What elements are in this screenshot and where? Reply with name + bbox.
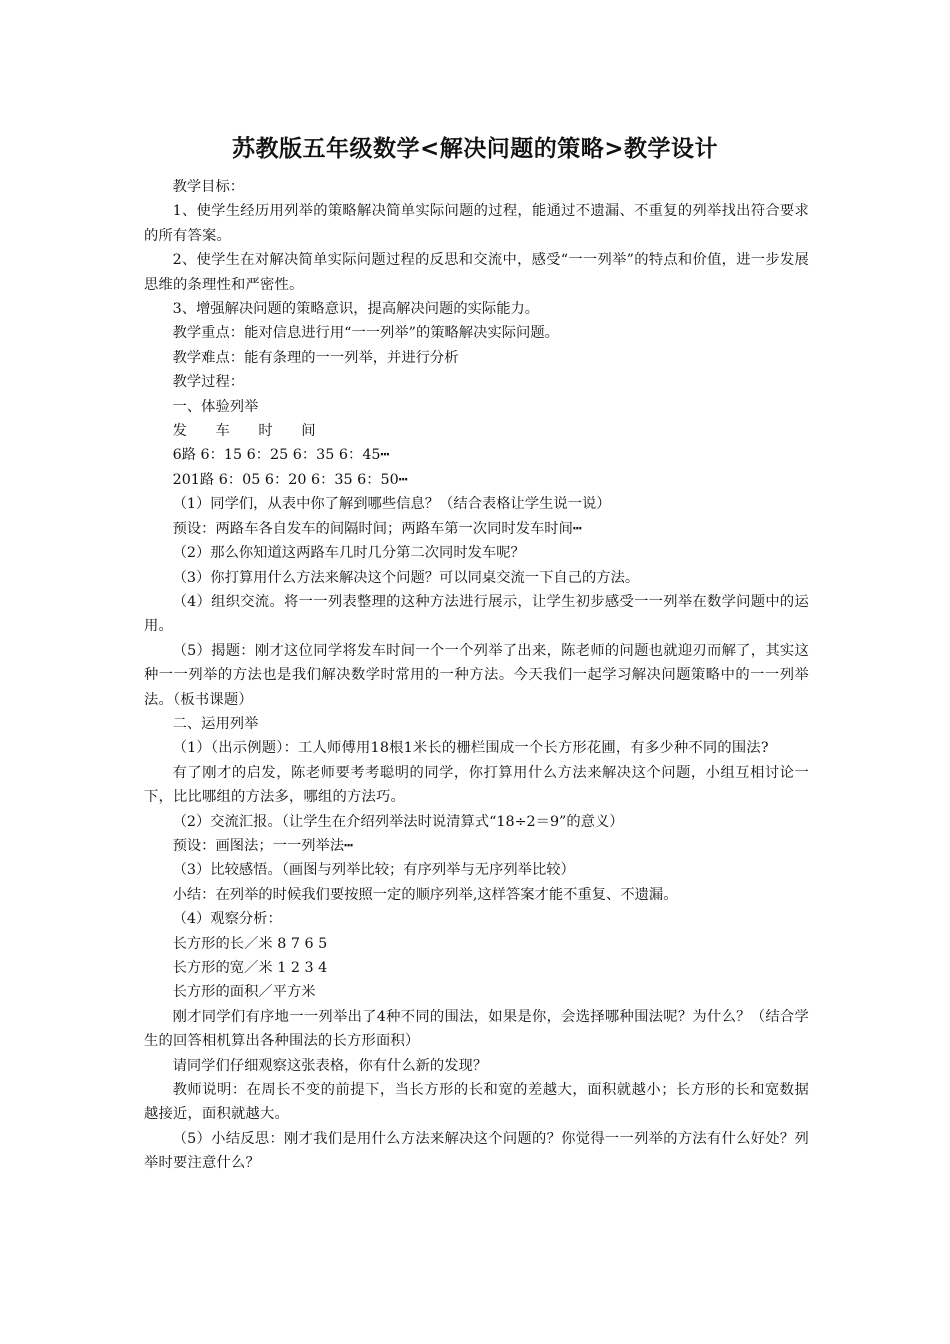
paragraph: （4）观察分析：	[172, 911, 282, 928]
section-heading: 二、运用列举	[172, 715, 259, 732]
paragraph: （1）同学们，从表中你了解到哪些信息？（结合表格让学生说一说）	[172, 496, 611, 513]
paragraph: （2）那么你知道这两路车几时几分第二次同时发车呢？	[172, 545, 525, 562]
paragraph: 有了刚才的启发，陈老师要考考聪明的同学，你打算用什么方法来解决这个问题，小组互相讨论一下，比比哪组的方法多，哪组的方法巧。	[144, 764, 809, 806]
schedule-row: 201路 6：05 6：20 6：35 6：50┅	[172, 471, 408, 488]
paragraph: 教学目标：	[172, 179, 245, 195]
paragraph: （5）揭题：刚才这位同学将发车时间一个一个列举了出来，陈老师的问题也就迎刃而解了，其实这种一一列举的方法也是我们解决数学时常用的一种方法。今天我们一起学习解决问题策略中的一一列举法。（板书课题）	[144, 642, 809, 708]
paragraph: （2）交流汇报。（让学生在介绍列举法时说清算式“18÷2＝9”的意义）	[172, 813, 624, 830]
paragraph: 1、使学生经历用列举的策略解决简单实际问题的过程，能通过不遗漏、不重复的列举找出符合要求的所有答案。	[144, 203, 809, 244]
schedule-row: 6路 6：15 6：25 6：35 6：45┅	[172, 447, 390, 464]
paragraph: 教学难点：能有条理的一一列举，并进行分析	[172, 349, 459, 366]
document-title: 苏教版五年级数学<解决问题的策略>教学设计	[231, 136, 719, 162]
table-row: 长方形的宽／米 1 2 3 4	[172, 960, 328, 976]
paragraph: （1）（出示例题）：工人师傅用18根1米长的栅栏围成一个长方形花圃，有多少种不同的围法?	[172, 740, 769, 757]
paragraph: 小结：在列举的时候我们要按照一定的顺序列举,这样答案才能不重复、不遗漏。	[172, 886, 678, 903]
schedule-header: 发 车 时 间	[172, 423, 316, 440]
section-heading: 一、体验列举	[172, 398, 259, 415]
paragraph: 2、使学生在对解决简单实际问题过程的反思和交流中，感受“一一列举”的特点和价值，进一步发展思维的条理性和严密性。	[144, 252, 809, 293]
paragraph: （3）比较感悟。（画图与列举比较；有序列举与无序列举比较）	[172, 862, 575, 879]
paragraph: 教师说明：在周长不变的前提下，当长方形的长和宽的差越大，面积就越小；长方形的长和宽数据越接近，面积就越大。	[144, 1082, 809, 1123]
paragraph: 预设：画图法；一一列举法┅	[172, 837, 353, 854]
paragraph: 刚才同学们有序地一一列举出了4种不同的围法，如果是你，会选择哪种围法呢？为什么？（结合学生的回答相机算出各种围法的长方形面积）	[144, 1008, 809, 1050]
paragraph: （4）组织交流。将一一列表整理的这种方法进行展示，让学生初步感受一一列举在数学问题中的运用。	[144, 593, 809, 635]
paragraph: （5）小结反思：刚才我们是用什么方法来解决这个问题的？你觉得一一列举的方法有什么好处？列举时要注意什么？	[144, 1130, 809, 1172]
paragraph: 预设：两路车各自发车的间隔时间；两路车第一次同时发车时间┅	[172, 520, 582, 537]
paragraph: （3）你打算用什么方法来解决这个问题？可以同桌交流一下自己的方法。	[172, 569, 640, 586]
table-row: 长方形的面积／平方米	[172, 984, 316, 1001]
paragraph: 教学过程：	[172, 374, 245, 391]
paragraph: 请同学们仔细观察这张表格，你有什么新的发现？	[172, 1057, 488, 1074]
paragraph: 教学重点：能对信息进行用“一一列举”的策略解决实际问题。	[172, 325, 559, 342]
document-body	[144, 175, 809, 1176]
table-row: 长方形的长／米 8 7 6 5	[172, 935, 328, 952]
paragraph: 3、增强解决问题的策略意识，提高解决问题的实际能力。	[172, 301, 540, 318]
